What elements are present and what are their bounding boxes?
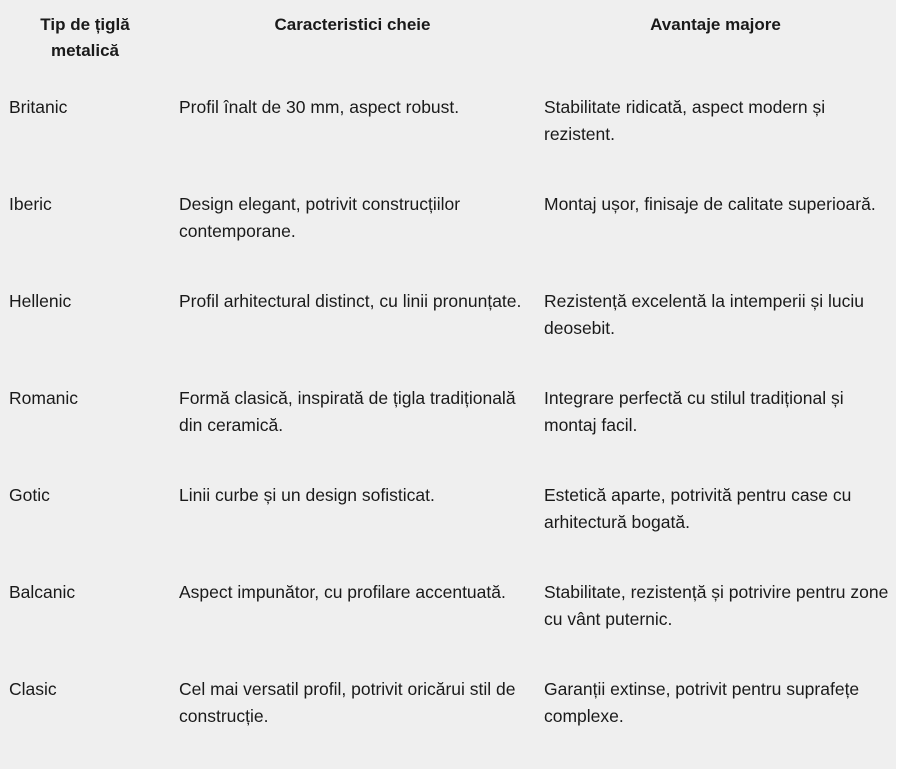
cell-features: Cel mai versatil profil, potrivit oricărui stil de construcție. [179, 679, 516, 726]
cell-advantages: Montaj ușor, finisaje de calitate superioară. [544, 194, 876, 214]
cell-tile-type: Iberic [9, 194, 52, 214]
table-row [0, 472, 896, 569]
header-major-advantages: Avantaje majore [650, 15, 781, 34]
cell-tile-type: Clasic [9, 679, 57, 699]
table-row [0, 278, 896, 375]
cell-tile-type: Balcanic [9, 582, 76, 602]
table-row [0, 84, 896, 181]
table-row [0, 181, 896, 278]
cell-advantages: Stabilitate ridicată, aspect modern și rezistent. [544, 97, 826, 144]
cell-features: Aspect impunător, cu profilare accentuată. [179, 582, 506, 602]
cell-features: Profil înalt de 30 mm, aspect robust. [179, 97, 460, 117]
table-header-row [0, 0, 896, 84]
cell-tile-type: Hellenic [9, 291, 72, 311]
cell-advantages: Garanții extinse, potrivit pentru suprafețe complexe. [544, 679, 860, 726]
cell-features: Linii curbe și un design sofisticat. [179, 485, 435, 505]
cell-advantages: Stabilitate, rezistență și potrivire pentru zone cu vânt puternic. [544, 582, 889, 629]
cell-features: Design elegant, potrivit construcțiilor contemporane. [179, 194, 461, 241]
table-row [0, 666, 896, 757]
table-row [0, 375, 896, 472]
table-row [0, 569, 896, 666]
cell-tile-type: Gotic [9, 485, 50, 505]
header-tile-type: Tip de țiglă metalică [40, 15, 130, 60]
cell-tile-type: Britanic [9, 97, 68, 117]
cell-advantages: Rezistență excelentă la intemperii și luciu deosebit. [544, 291, 865, 338]
cell-tile-type: Romanic [9, 388, 79, 408]
cell-features: Profil arhitectural distinct, cu linii pronunțate. [179, 291, 522, 311]
header-key-features: Caracteristici cheie [274, 15, 431, 34]
cell-advantages: Integrare perfectă cu stilul tradițional și montaj facil. [544, 388, 844, 435]
cell-advantages: Estetică aparte, potrivită pentru case cu arhitectură bogată. [544, 485, 852, 532]
cell-features: Formă clasică, inspirată de țigla tradițională din ceramică. [179, 388, 516, 435]
